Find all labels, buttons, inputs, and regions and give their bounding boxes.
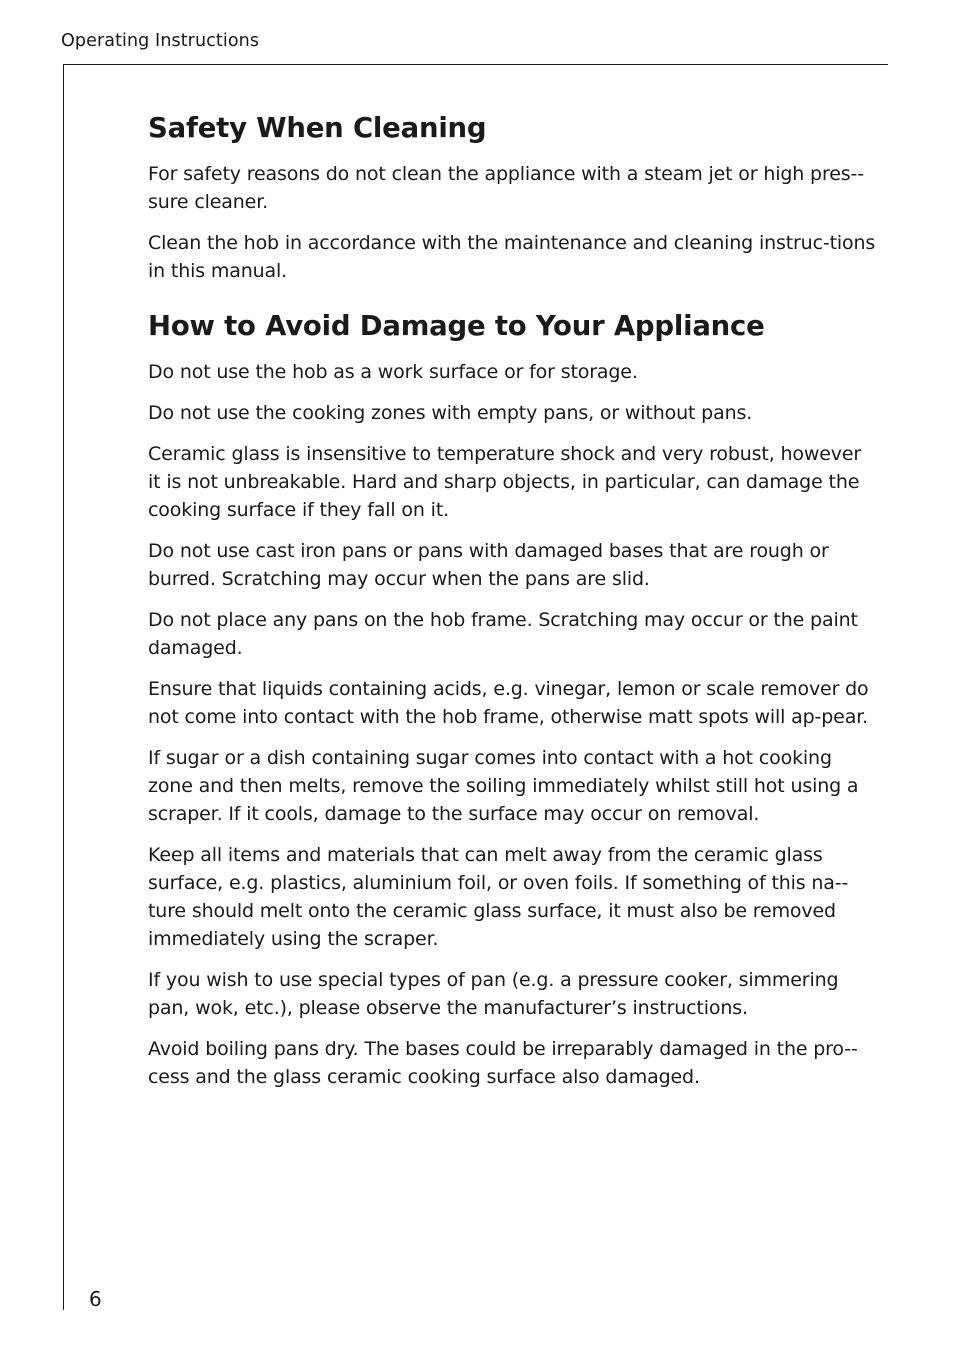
page-content — [148, 108, 878, 1091]
margin-rule — [63, 64, 64, 1310]
section-heading-avoid-damage: How to Avoid Damage to Your Appliance — [148, 310, 765, 342]
paragraph: Ceramic glass is insensitive to temperature shock and very robust, however it is not unbreakable. Hard and sharp objects, in particular, can damage the cooking surface if they fall on it. — [148, 443, 862, 521]
page-number: 6 — [89, 1287, 102, 1311]
paragraph: For safety reasons do not clean the appliance with a steam jet or high pres-sure cleaner. — [148, 163, 865, 213]
paragraph: Do not use the cooking zones with empty pans, or without pans. — [148, 402, 753, 424]
paragraph: Ensure that liquids containing acids, e.g. vinegar, lemon or scale remover do not come into contact with the hob frame, otherwise matt spots will ap-pear. — [148, 678, 869, 728]
section-heading-safety-when-cleaning: Safety When Cleaning — [148, 112, 487, 144]
paragraph: Clean the hob in accordance with the maintenance and cleaning instruc-tions in this manual. — [148, 232, 876, 282]
paragraph: Keep all items and materials that can melt away from the ceramic glass surface, e.g. plastics, aluminium foil, or oven foils. If something of this na-ture should melt onto the ceramic glass surface, it must also be removed immediately using the scraper. — [148, 844, 849, 950]
running-header: Operating Instructions — [61, 31, 260, 51]
paragraph: Avoid boiling pans dry. The bases could be irreparably damaged in the pro-cess and the glass ceramic cooking surface also damaged. — [148, 1038, 858, 1088]
paragraph: If you wish to use special types of pan (e.g. a pressure cooker, simmering pan, wok, etc.), please observe the manufacturer’s instructions. — [148, 969, 839, 1019]
paragraph: If sugar or a dish containing sugar comes into contact with a hot cooking zone and then melts, remove the soiling immediately whilst still hot using a scraper. If it cools, damage to the surface may occur on removal. — [148, 747, 859, 825]
header-rule — [63, 64, 888, 65]
paragraph: Do not use cast iron pans or pans with damaged bases that are rough or burred. Scratching may occur when the pans are slid. — [148, 540, 829, 590]
paragraph: Do not place any pans on the hob frame. Scratching may occur or the paint damaged. — [148, 609, 858, 659]
paragraph: Do not use the hob as a work surface or for storage. — [148, 361, 638, 383]
